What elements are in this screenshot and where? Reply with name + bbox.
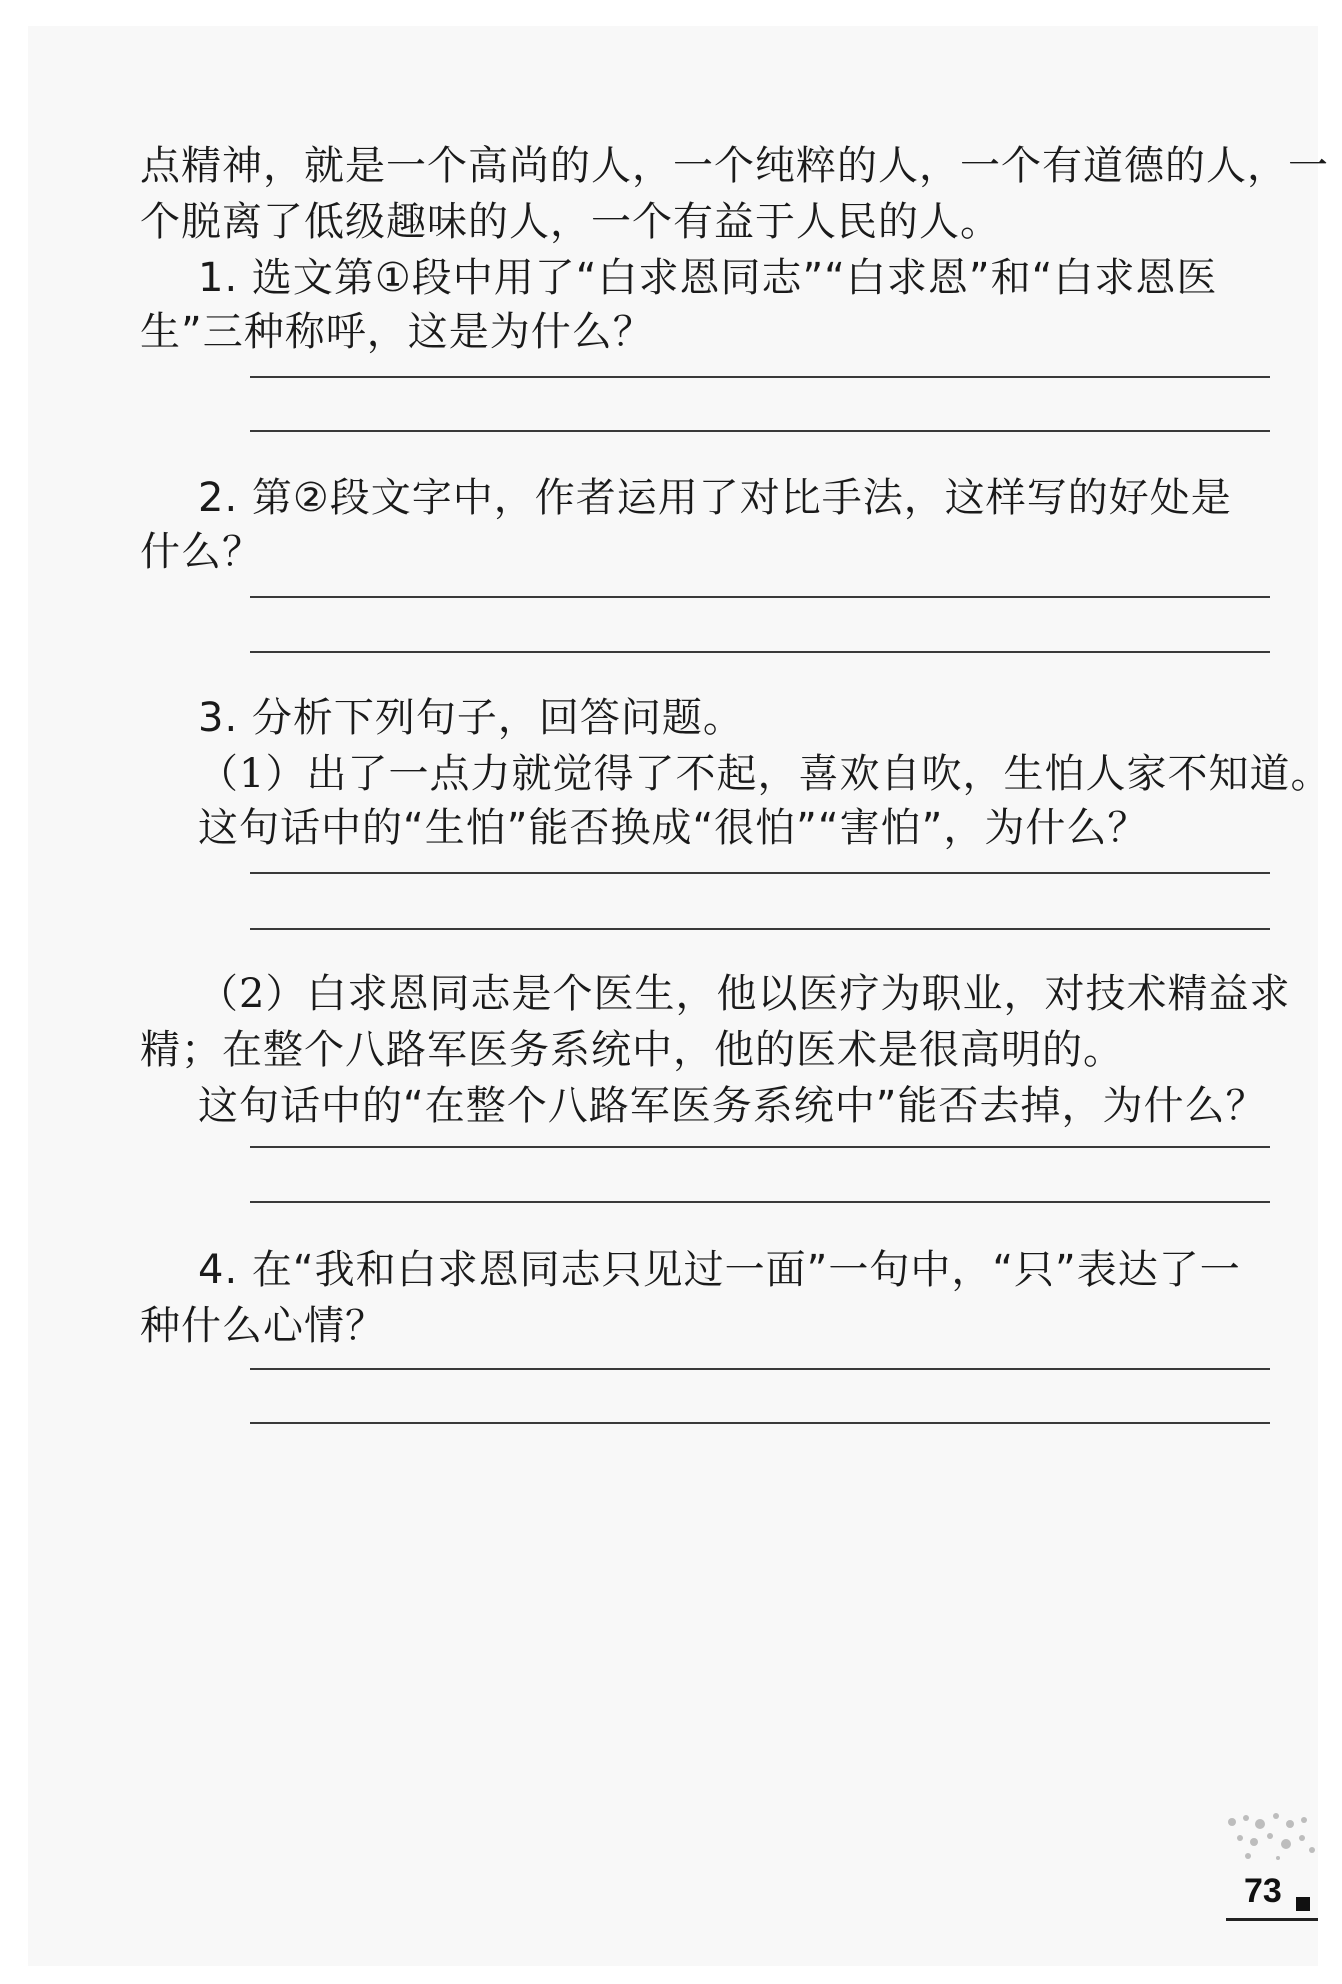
question-1-line-2: 生”三种称呼，这是为什么？ [140,309,654,355]
answer-line-q3-2-2[interactable] [250,1201,1270,1203]
passage-line-2: 个脱离了低级趣味的人，一个有益于人民的人。 [140,199,1001,245]
question-3-sub1-question: 这句话中的“生怕”能否换成“很怕”“害怕”，为什么？ [198,805,1149,851]
page-number: 73 [1244,1872,1282,1910]
question-3-sub2-quote-line-2: 精；在整个八路军医务系统中，他的医术是很高明的。 [140,1027,1124,1073]
question-4-line-2: 种什么心情？ [140,1303,386,1349]
question-2-line-1: 2. 第②段文字中，作者运用了对比手法，这样写的好处是 [198,475,1232,521]
answer-line-q3-1-2[interactable] [250,928,1270,930]
answer-line-q1-1[interactable] [250,376,1270,378]
page-number-rule [1226,1918,1318,1921]
workbook-page [28,26,1332,1966]
answer-line-q2-2[interactable] [250,651,1270,653]
answer-line-q3-2-1[interactable] [250,1146,1270,1148]
question-3-sub2-quote-line-1: （2）白求恩同志是个医生，他以医疗为职业，对技术精益求 [198,971,1291,1017]
answer-line-q4-2[interactable] [250,1422,1270,1424]
question-1-line-1: 1. 选文第①段中用了“白求恩同志”“白求恩”和“白求恩医 [198,255,1218,301]
page-marker-square [1296,1897,1310,1911]
answer-line-q1-2[interactable] [250,430,1270,432]
question-3-sub1-quote: （1）出了一点力就觉得了不起，喜欢自吹，生怕人家不知道。 [198,751,1332,797]
answer-line-q3-1-1[interactable] [250,872,1270,874]
question-4-line-1: 4. 在“我和白求恩同志只见过一面”一句中，“只”表达了一 [198,1247,1241,1293]
question-2-line-2: 什么？ [140,529,263,575]
question-3-sub2-question: 这句话中的“在整个八路军医务系统中”能否去掉，为什么？ [198,1083,1267,1129]
question-3-intro: 3. 分析下列句子，回答问题。 [198,695,744,741]
answer-line-q2-1[interactable] [250,596,1270,598]
passage-line-1: 点精神，就是一个高尚的人，一个纯粹的人，一个有道德的人，一 [140,143,1329,189]
corner-ornament-icon [1220,1810,1320,1870]
answer-line-q4-1[interactable] [250,1368,1270,1370]
